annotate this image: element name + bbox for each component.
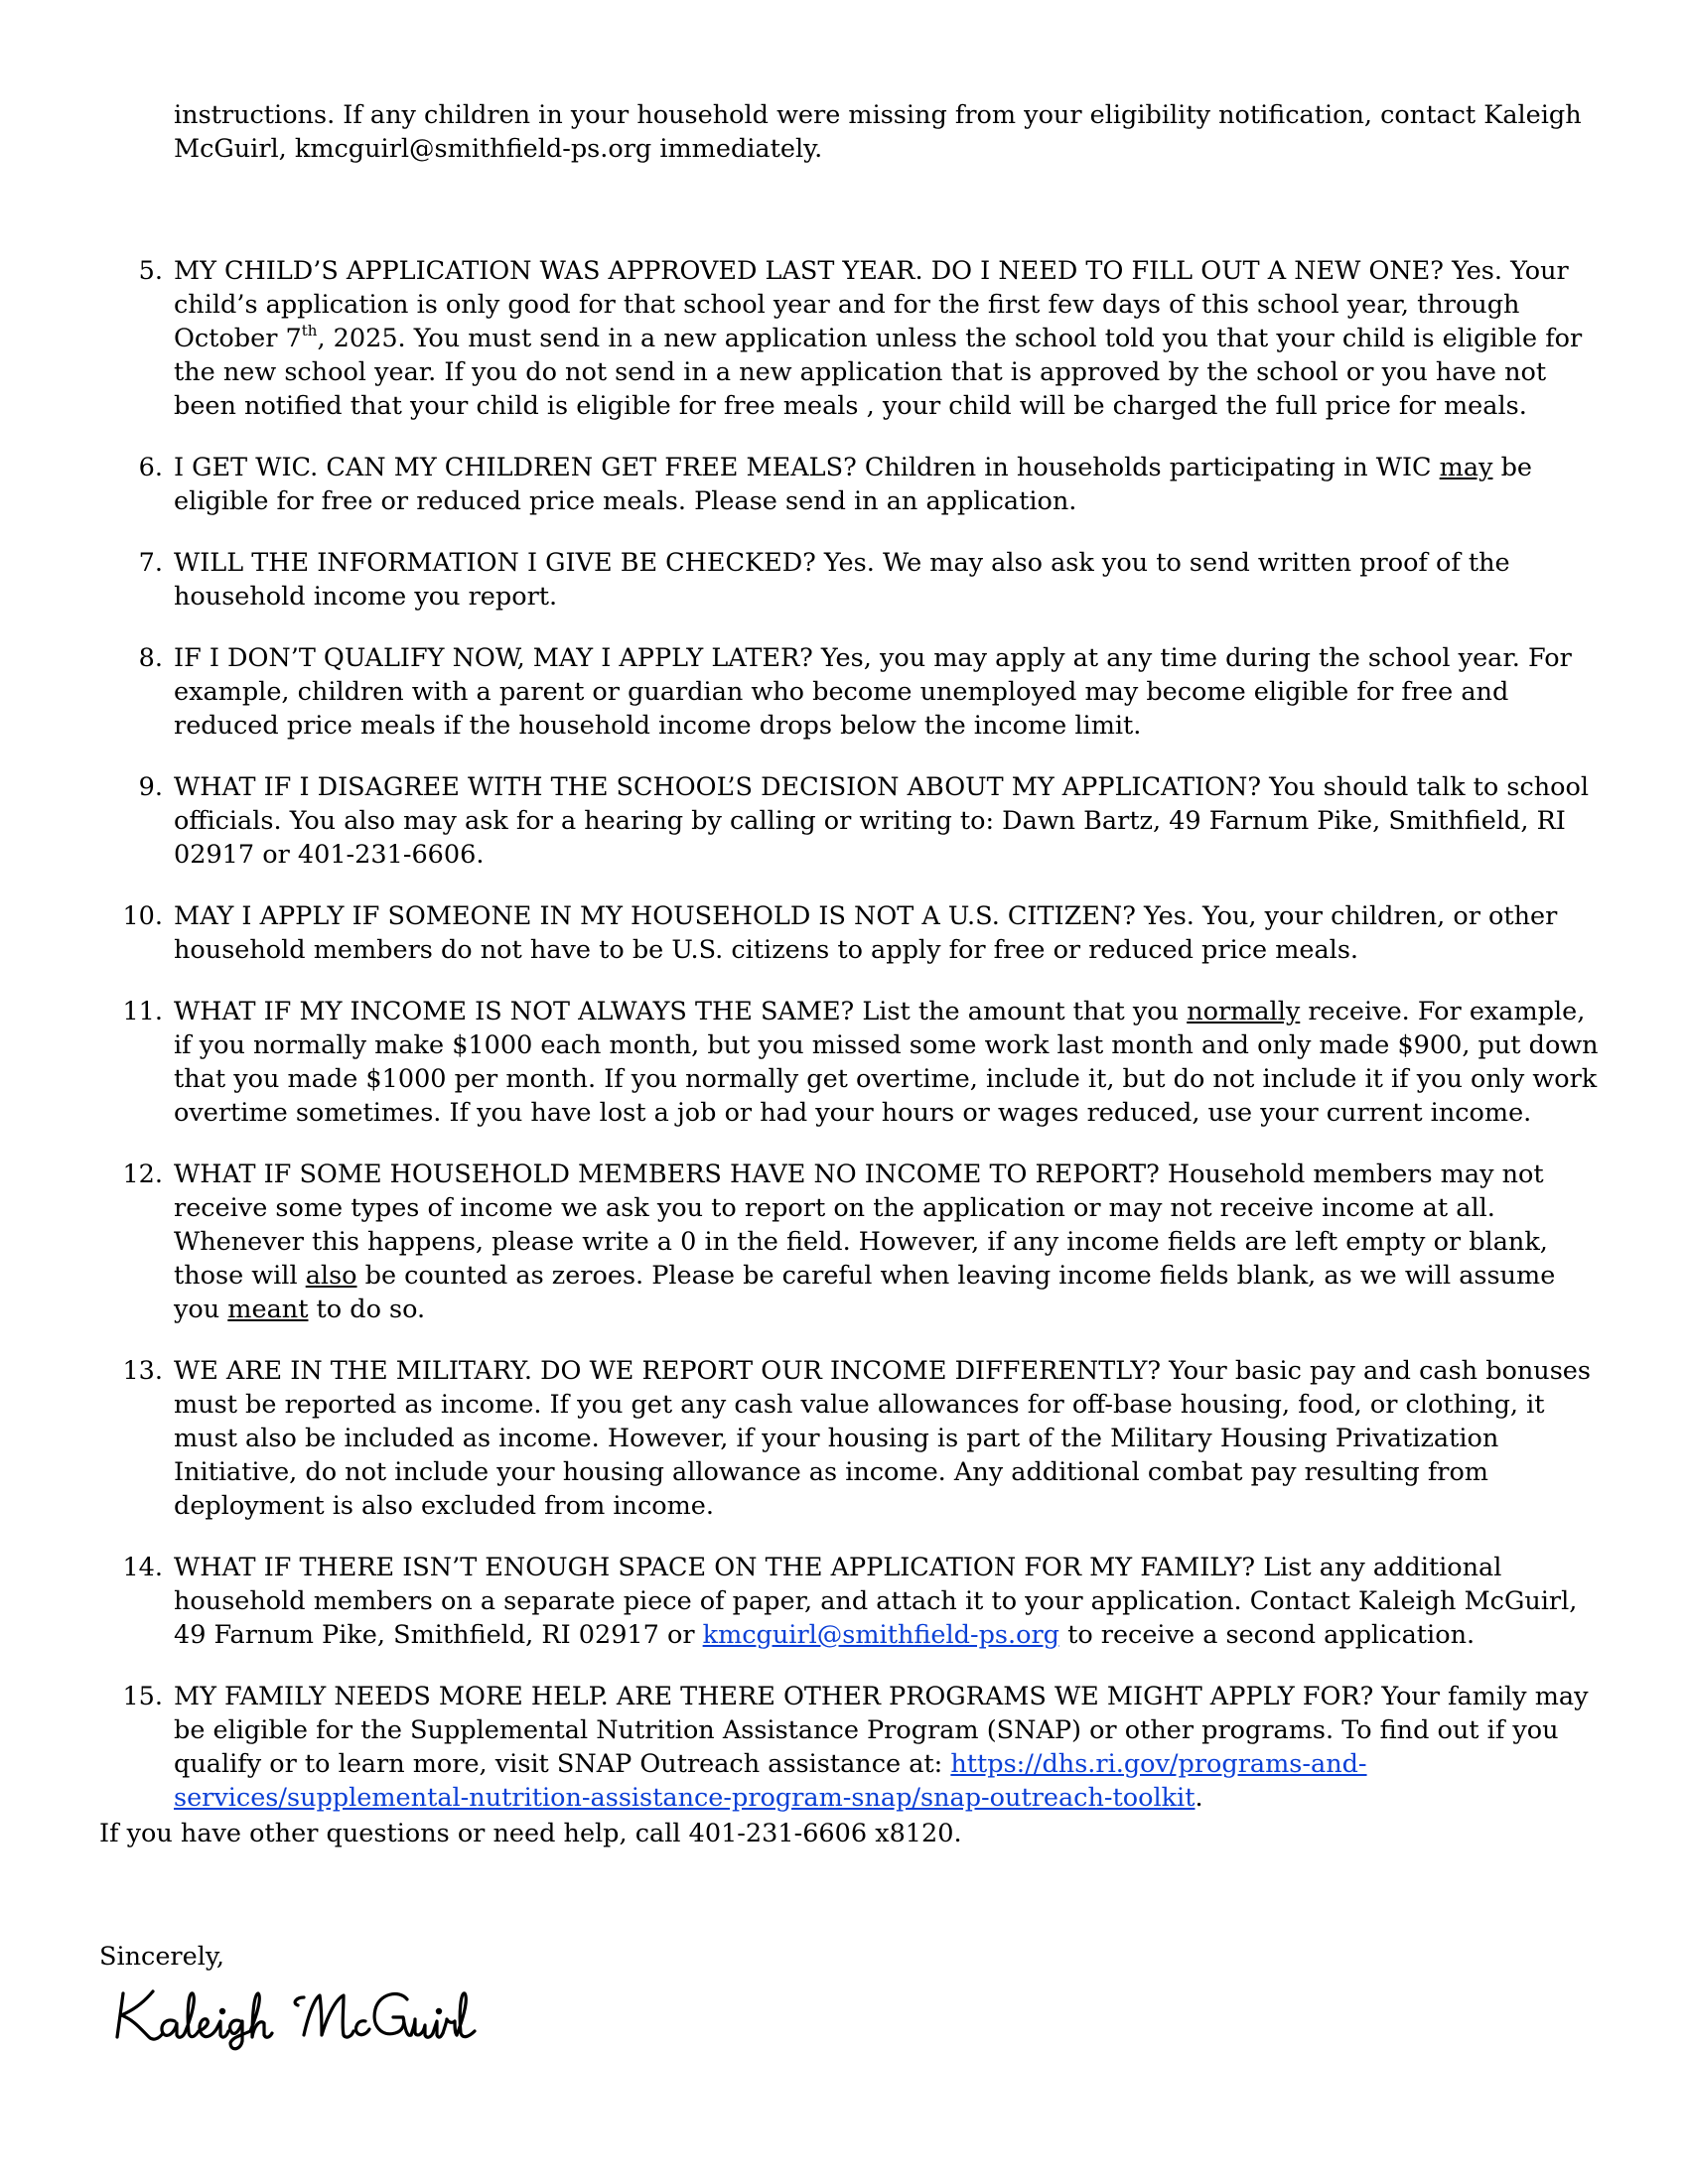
faq-item-15 [0, 1680, 1604, 1815]
faq-answer-part: to do so. [308, 1295, 426, 1324]
faq-text [174, 1680, 1604, 1815]
faq-answer: Yes. You, your children, or other household members do not have to be U.S. citizens to apply for free or reduced price meals. [174, 901, 1558, 965]
faq-number: 8. [138, 643, 163, 673]
faq-text [174, 254, 1604, 423]
underlined-word: normally [1187, 997, 1301, 1026]
faq-text [174, 451, 1604, 518]
faq-question: I GET WIC. CAN MY CHILDREN GET FREE MEALS? [174, 453, 857, 482]
faq-answer-part: . You must send in a new application unless the school told you that your child is eligible for the new school year. If you do not send in a new application that is approved by the school or you have not been notified that your child is eligible for free meals , your child will be charged the full price for meals. [174, 324, 1583, 421]
faq-number: 10. [122, 901, 163, 931]
faq-answer-part: , 2025 [317, 324, 398, 353]
faq-answer-part: receive. For example, if you normally make $1000 each month, but you missed some work last month and only made $900, put down that you made $1000 per month. If you normally get overtime, include it, but do not include it if you only work overtime sometimes. If you have lost a job or had your hours or wages reduced, use your current income. [174, 997, 1599, 1128]
faq-number: 6. [138, 453, 163, 482]
faq-item-6 [0, 451, 1604, 518]
handwritten-signature [109, 1976, 487, 2055]
faq-question: WHAT IF MY INCOME IS NOT ALWAYS THE SAME? [174, 997, 855, 1026]
faq-number: 5. [138, 256, 163, 286]
faq-question: WHAT IF I DISAGREE WITH THE SCHOOL’S DECISION ABOUT MY APPLICATION? [174, 772, 1262, 802]
faq-item-5 [0, 254, 1604, 423]
underlined-word: may [1439, 453, 1493, 482]
snap-outreach-link[interactable]: https://dhs.ri.gov/programs-and-services/supplemental-nutrition-assistance-program-snap/snap-outreach-toolkit [174, 1749, 1367, 1813]
faq-question: WHAT IF SOME HOUSEHOLD MEMBERS HAVE NO INCOME TO REPORT? [174, 1160, 1160, 1189]
faq-number: 13. [122, 1356, 163, 1386]
faq-answer: Yes. We may also ask you to send written proof of the household income you report. [174, 548, 1510, 612]
faq-number: 15. [122, 1682, 163, 1711]
faq-item-9 [0, 770, 1604, 872]
faq-number: 11. [122, 997, 163, 1026]
faq-item-11 [0, 995, 1604, 1130]
faq-answer-part: be eligible for free or reduced price meals. Please send in an application. [174, 453, 1532, 516]
faq-question: WE ARE IN THE MILITARY. DO WE REPORT OUR INCOME DIFFERENTLY? [174, 1356, 1162, 1386]
underlined-word: meant [227, 1295, 309, 1324]
faq-number: 9. [138, 772, 163, 802]
email-link[interactable]: kmcguirl@smithfield-ps.org [702, 1620, 1059, 1650]
faq-item-7 [0, 546, 1604, 614]
faq-answer-part: . [1195, 1783, 1203, 1813]
faq-answer: You should talk to school officials. You also may ask for a hearing by calling or writing to: Dawn Bartz, 49 Farnum Pike, Smithfield, RI 02917 or 401-231-6606. [174, 772, 1590, 870]
faq-item-12 [0, 1158, 1604, 1326]
faq-text [174, 899, 1604, 967]
faq-answer-part: be counted as zeroes. Please be careful when leaving income fields blank, as we will assume you [174, 1261, 1556, 1324]
faq-answer: List the amount that you [854, 997, 1188, 1026]
faq-text [174, 641, 1604, 743]
faq-question: WILL THE INFORMATION I GIVE BE CHECKED? [174, 548, 816, 578]
faq-answer-part: to receive a second application. [1058, 1620, 1476, 1650]
faq-text [174, 1158, 1604, 1326]
faq-text [174, 546, 1604, 614]
ordinal-suffix: th [301, 321, 318, 340]
faq-answer: Yes, you may apply at any time during the school year. For example, children with a parent or guardian who become unemployed may become eligible for free and reduced price meals if the household income drops below the income limit. [174, 643, 1572, 741]
sign-off: Sincerely, [99, 1942, 224, 1972]
faq-item-14 [0, 1551, 1604, 1652]
faq-number: 7. [138, 548, 163, 578]
faq-answer: Your basic pay and cash bonuses must be reported as income. If you get any cash value allowances for off-base housing, food, or clothing, it must also be included as income. However, if your housing is part of the Military Housing Privatization Initiative, do not include your housing allowance as income. Any additional combat pay resulting from deployment is also excluded from income. [174, 1356, 1591, 1521]
faq-question: WHAT IF THERE ISN’T ENOUGH SPACE ON THE APPLICATION FOR MY FAMILY? [174, 1553, 1256, 1582]
faq-item-8 [0, 641, 1604, 743]
faq-item-13 [0, 1354, 1604, 1523]
underlined-word: also [305, 1261, 357, 1291]
faq-question: MY CHILD’S APPLICATION WAS APPROVED LAST YEAR. DO I NEED TO FILL OUT A NEW ONE? [174, 256, 1444, 286]
faq-text [174, 1354, 1604, 1523]
faq-answer: Yes. Your child’s application is only good for that school year and for the first few days of this school year, through October 7 [174, 256, 1569, 353]
faq-question: MY FAMILY NEEDS MORE HELP. ARE THERE OTHER PROGRAMS WE MIGHT APPLY FOR? [174, 1682, 1374, 1711]
faq-number: 12. [122, 1160, 163, 1189]
faq-question: IF I DON’T QUALIFY NOW, MAY I APPLY LATER? [174, 643, 813, 673]
faq-question: MAY I APPLY IF SOMEONE IN MY HOUSEHOLD IS NOT A U.S. CITIZEN? [174, 901, 1136, 931]
faq-text [174, 770, 1604, 872]
faq-answer: Your family may be eligible for the Supplemental Nutrition Assistance Program (SNAP) or other programs. To find out if you qualify or to learn more, visit SNAP Outreach assistance at: [174, 1682, 1589, 1779]
faq-answer: List any additional household members on a separate piece of paper, and attach it to your application. Contact Kaleigh McGuirl, 49 Farnum Pike, Smithfield, RI 02917 or [174, 1553, 1578, 1650]
faq-item-10 [0, 899, 1604, 967]
help-contact-line: If you have other questions or need help, call 401-231-6606 x8120. [99, 1819, 962, 1848]
faq-answer: Household members may not receive some types of income we ask you to report on the application or may not receive income at all. Whenever this happens, please write a 0 in the field. However, if any income fields are left empty or blank, those will [174, 1160, 1548, 1291]
faq-text [174, 1551, 1604, 1652]
faq-text [174, 995, 1604, 1130]
continuation-paragraph: instructions. If any children in your household were missing from your eligibility notification, contact Kaleigh McGuirl, kmcguirl@smithfield-ps.org immediately. [174, 100, 1582, 164]
faq-number: 14. [122, 1553, 163, 1582]
faq-answer: Children in households participating in WIC [856, 453, 1440, 482]
faq-list [0, 254, 1688, 1843]
